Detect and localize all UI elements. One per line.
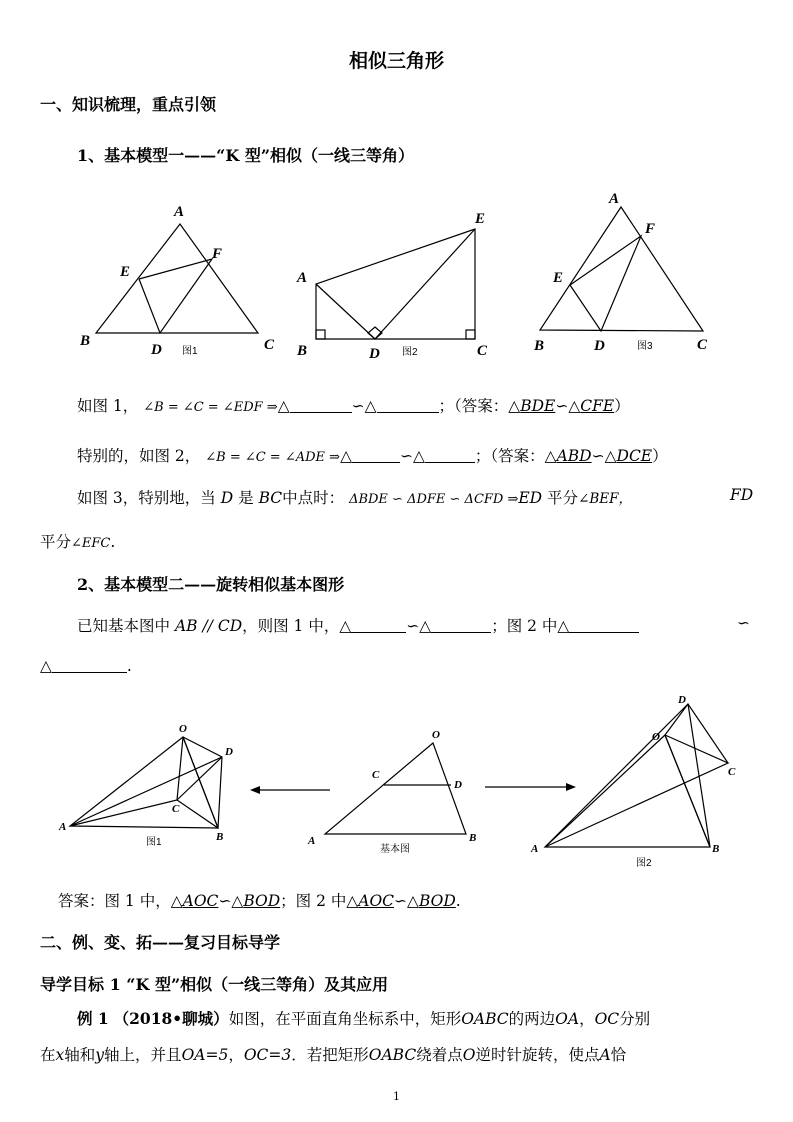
- label-a: A: [308, 835, 316, 847]
- label-o: O: [652, 731, 660, 743]
- g2-caption: 图2: [636, 858, 652, 869]
- label-b: B: [469, 832, 477, 844]
- g1-segment-ob: [183, 737, 218, 828]
- g1-caption: 图1: [146, 837, 162, 848]
- fig3-caption: 图3: [637, 341, 653, 352]
- label-d: D: [678, 694, 686, 706]
- fd-text: FD: [730, 486, 754, 504]
- label-a: A: [297, 270, 308, 286]
- model1-line3: 如图 3，特别地，当 D 是 BC中点时： ΔBDE ∽ ΔDFE ∽ ΔCFD ⇒ED 平分∠BEF，: [77, 489, 633, 507]
- label-c: C: [264, 337, 275, 353]
- label-o: O: [432, 729, 440, 741]
- label-f: F: [212, 246, 223, 262]
- label-o: O: [179, 723, 187, 735]
- model2-answer: 答案：图 1 中，△AOC∽△BOD；图 2 中△AOC∽△BOD.: [58, 892, 461, 910]
- goal1-heading: 导学目标 1 “K 型”相似（一线三等角）及其应用: [40, 975, 389, 994]
- fig1-caption: 图1: [182, 346, 198, 357]
- label-d: D: [151, 342, 162, 358]
- section2-heading: 二、例、变、拓——复习目标导学: [40, 933, 281, 952]
- g2-segment-db: [688, 704, 710, 847]
- example1-line2: 在x轴和y轴上，并且OA=5，OC=3．若把矩形OABC绕着点O逆时针旋转，使点A恰: [40, 1046, 627, 1064]
- label-b: B: [80, 333, 91, 349]
- label-d: D: [369, 346, 380, 362]
- arrow-left-head: [250, 786, 260, 794]
- basic-figure: [325, 743, 466, 834]
- g2-segments-od-dc: [665, 704, 728, 763]
- label-b: B: [712, 843, 720, 855]
- label-d: D: [594, 338, 605, 354]
- sim-symbol: ∽: [737, 614, 750, 632]
- g0-triangle-oab: [325, 743, 466, 834]
- g1-segments-od-db-bc: [177, 737, 222, 828]
- label-a: A: [174, 204, 185, 220]
- rotation-figure-2: [545, 704, 728, 847]
- rotation-figure-1: [70, 737, 222, 828]
- label-b: B: [216, 831, 224, 843]
- model2-heading: 2、基本模型二——旋转相似基本图形: [77, 575, 345, 594]
- label-c: C: [477, 343, 488, 359]
- label-a: A: [59, 821, 67, 833]
- label-e: E: [475, 211, 486, 227]
- page-title: 相似三角形: [348, 50, 444, 72]
- label-c: C: [697, 337, 708, 353]
- label-a: A: [531, 843, 539, 855]
- model1-line1: 如图 1， ∠B = ∠C = ∠EDF ⇒△ ∽△ ；（答案：△BDE∽△CFE）: [77, 397, 630, 415]
- g2-triangle-oab: [545, 735, 710, 847]
- label-c: C: [172, 803, 180, 815]
- page-number: 1: [393, 1090, 400, 1103]
- g2-segment-ad: [545, 704, 688, 847]
- fig2-caption: 图2: [402, 347, 418, 358]
- model1-line4: 平分∠EFC.: [40, 533, 116, 551]
- label-d: D: [225, 746, 233, 758]
- label-c: C: [372, 769, 380, 781]
- g2-segments-ac-oc: [545, 735, 728, 847]
- label-e: E: [120, 264, 131, 280]
- label-b: B: [297, 343, 308, 359]
- label-f: F: [645, 221, 656, 237]
- model1-heading: 1、基本模型一——“K 型”相似（一线三等角）: [77, 146, 415, 165]
- label-b: B: [534, 338, 545, 354]
- label-a: A: [609, 191, 620, 207]
- model2-line2: △ .: [40, 657, 132, 675]
- model2-line1: 已知基本图中 AB // CD，则图 1 中，△ ∽△ ；图 2 中△: [77, 614, 639, 636]
- arrow-right-head: [566, 783, 576, 791]
- example1-line1: 例 1 （2018•聊城）如图，在平面直角坐标系中，矩形OABC的两边OA，OC分别: [77, 1009, 651, 1028]
- section1-heading: 一、知识梳理，重点引领: [40, 95, 217, 114]
- g0-caption: 基本图: [380, 844, 410, 855]
- label-e: E: [553, 270, 564, 286]
- label-c: C: [728, 766, 736, 778]
- model1-line2: 特别的，如图 2， ∠B = ∠C = ∠ADE ⇒△ ∽△ ；（答案：△ABD∽△DCE）: [77, 447, 668, 465]
- label-d: D: [454, 779, 462, 791]
